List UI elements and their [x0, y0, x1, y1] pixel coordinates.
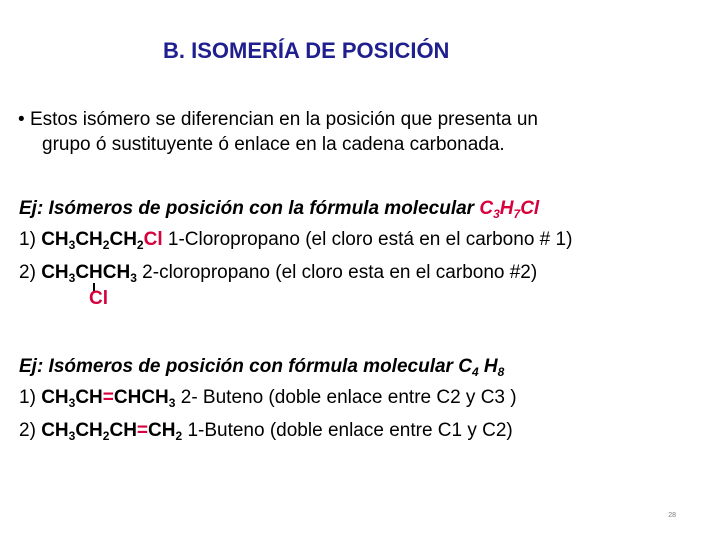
isomer-number: 1): [19, 229, 42, 250]
example2-heading: [19, 356, 504, 378]
isomer-description: 2- Buteno (doble enlace entre C2 y C3 ): [175, 387, 517, 408]
isomer-description: 1-Cloropropano (el cloro está en el carbono # 1): [162, 229, 573, 250]
isomer-number: 2): [19, 262, 42, 283]
bullet-line-1: Estos isómero se diferencian en la posición que presenta un: [29, 109, 538, 130]
example1-isomer-1: [19, 229, 572, 251]
slide-title: B. ISOMERÍA DE POSICIÓN: [163, 38, 450, 63]
example2-isomer-2: [19, 420, 513, 442]
chlorine-branch: Cl: [89, 288, 108, 309]
example1-isomer-2: [19, 262, 537, 284]
double-bond: =: [102, 387, 114, 408]
isomer-description: 2-cloropropano (el cloro esta en el carbono #2): [136, 262, 538, 283]
isomer-formula: $CH_3CH_2CH=CH_2$: [41, 420, 183, 443]
example2-intro: Ej: Isómeros de posición con fórmula molecular: [19, 356, 459, 377]
example2-formula: $C_4$ $H_8$: [458, 356, 505, 379]
chlorine-atom: Cl: [143, 229, 163, 250]
example1-intro: Ej: Isómeros de posición con la fórmula molecular: [19, 198, 480, 219]
isomer-formula: $CH_3CH_2CH_2$: [41, 229, 144, 252]
isomer-formula: $CH_3CHCH_3$: [41, 262, 137, 285]
isomer-number: 2): [19, 420, 42, 441]
double-bond: =: [136, 420, 149, 441]
isomer-number: 1): [19, 387, 42, 408]
isomer-description: 1-Buteno (doble enlace entre C1 y C2): [182, 420, 513, 441]
bullet-marker: •: [18, 109, 25, 130]
example1-heading: [19, 198, 539, 220]
page-number: 28: [668, 512, 676, 519]
example1-formula: $C_3H_7Cl$: [479, 198, 540, 221]
example2-isomer-1: [19, 387, 517, 409]
bullet-line-2: grupo ó sustituyente ó enlace en la cadena carbonada.: [42, 134, 505, 155]
bullet-paragraph: [18, 109, 538, 131]
isomer-formula: $CH_3CH=CHCH_3$: [41, 387, 176, 410]
